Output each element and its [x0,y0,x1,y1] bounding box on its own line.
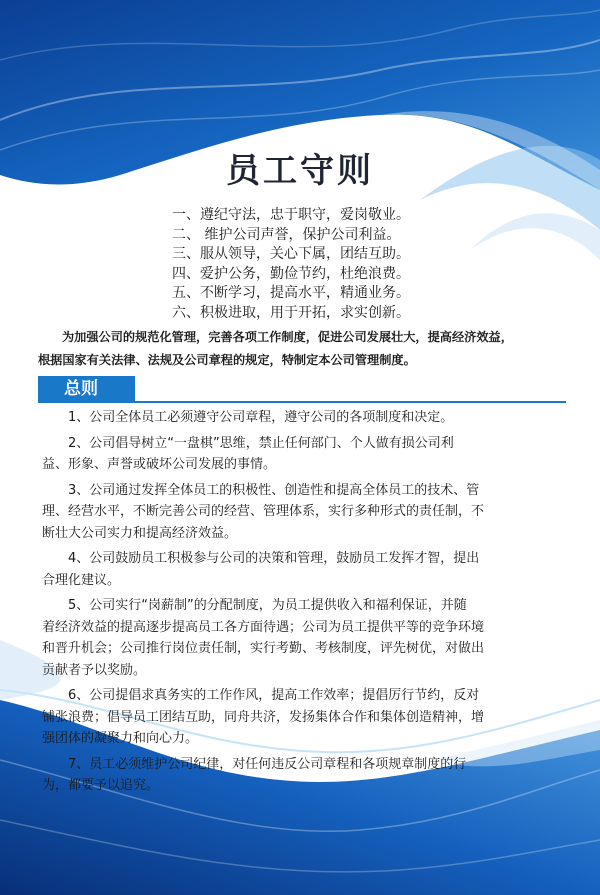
intro-line: 为加强公司的规范化管理，完善各项工作制度，促进公司发展壮大，提高经济效益， [62,330,513,344]
articles-list [42,407,562,801]
rule-item: 三、服从领导，关心下属，团结互助。 [172,246,410,262]
article-item [42,433,562,476]
article-line: 益、形象、声誉或破坏公司发展的事情。 [42,457,277,472]
article-line: 5、公司实行“岗薪制”的分配制度，为员工提供收入和福利保证，并随 [68,598,467,613]
article-item [42,407,562,429]
article-item [42,548,562,591]
rule-item: 四、爱护公务，勤俭节约，杜绝浪费。 [172,265,410,282]
article-line: 6、公司提倡求真务实的工作作风，提高工作效率；提倡厉行节约，反对 [68,688,480,703]
intro-paragraph [38,326,566,372]
article-line: 着经济效益的提高逐步提高员工各方面待遇；公司为员工提供平等的竞争环境 [42,619,485,635]
rule-item: 五、不断学习，提高水平，精通业务。 [172,285,410,301]
rule-item: 二、 维护公司声誉，保护公司利益。 [172,226,401,243]
article-line: 理、经营水平，不断完善公司的经营、管理体系，实行多种形式的责任制，不 [42,504,485,519]
article-line: 合理化建议。 [42,572,121,588]
rules-list [172,206,472,323]
article-line: 强团体的凝聚力和向心力。 [42,731,199,746]
article-item [42,595,562,681]
intro-line: 根据国家有关法律、法规及公司章程的规定，特制定本公司管理制度。 [38,353,416,367]
article-line: 断壮大公司实力和提高经济效益。 [42,525,238,541]
article-item [42,685,562,750]
rule-item: 六、积极进取，用于开拓，求实创新。 [172,304,410,321]
article-item [42,754,562,797]
article-line: 7、员工必须维护公司纪律，对任何违反公司章程和各项规章制度的行 [68,756,467,772]
page-title: 员工守则 [226,151,374,191]
section-divider [38,401,566,403]
article-line: 4、公司鼓励员工积极参与公司的决策和管理，鼓励员工发挥才智，提出 [68,551,480,566]
article-item [42,480,562,545]
article-line: 贡献者予以奖励。 [42,662,147,678]
article-line: 3、公司通过发挥全体员工的积极性、创造性和提高全体员工的技术、管 [68,482,480,498]
article-line: 为，都要予以追究。 [42,778,160,793]
section-heading: 总则 [38,376,135,402]
rule-item: 一、遵纪守法，忠于职守，爱岗敬业。 [172,207,410,223]
article-line: 1、公司全体员工必须遵守公司章程，遵守公司的各项制度和决定。 [68,410,454,425]
article-line: 铺张浪费；倡导员工团结互助，同舟共济，发扬集体合作和集体创造精神，增 [42,709,485,725]
article-line: 和晋升机会；公司推行岗位责任制，实行考勤、考核制度，评先树优，对做出 [42,641,485,656]
article-line: 2、公司倡导树立“一盘棋”思维，禁止任何部门、个人做有损公司利 [68,435,454,451]
